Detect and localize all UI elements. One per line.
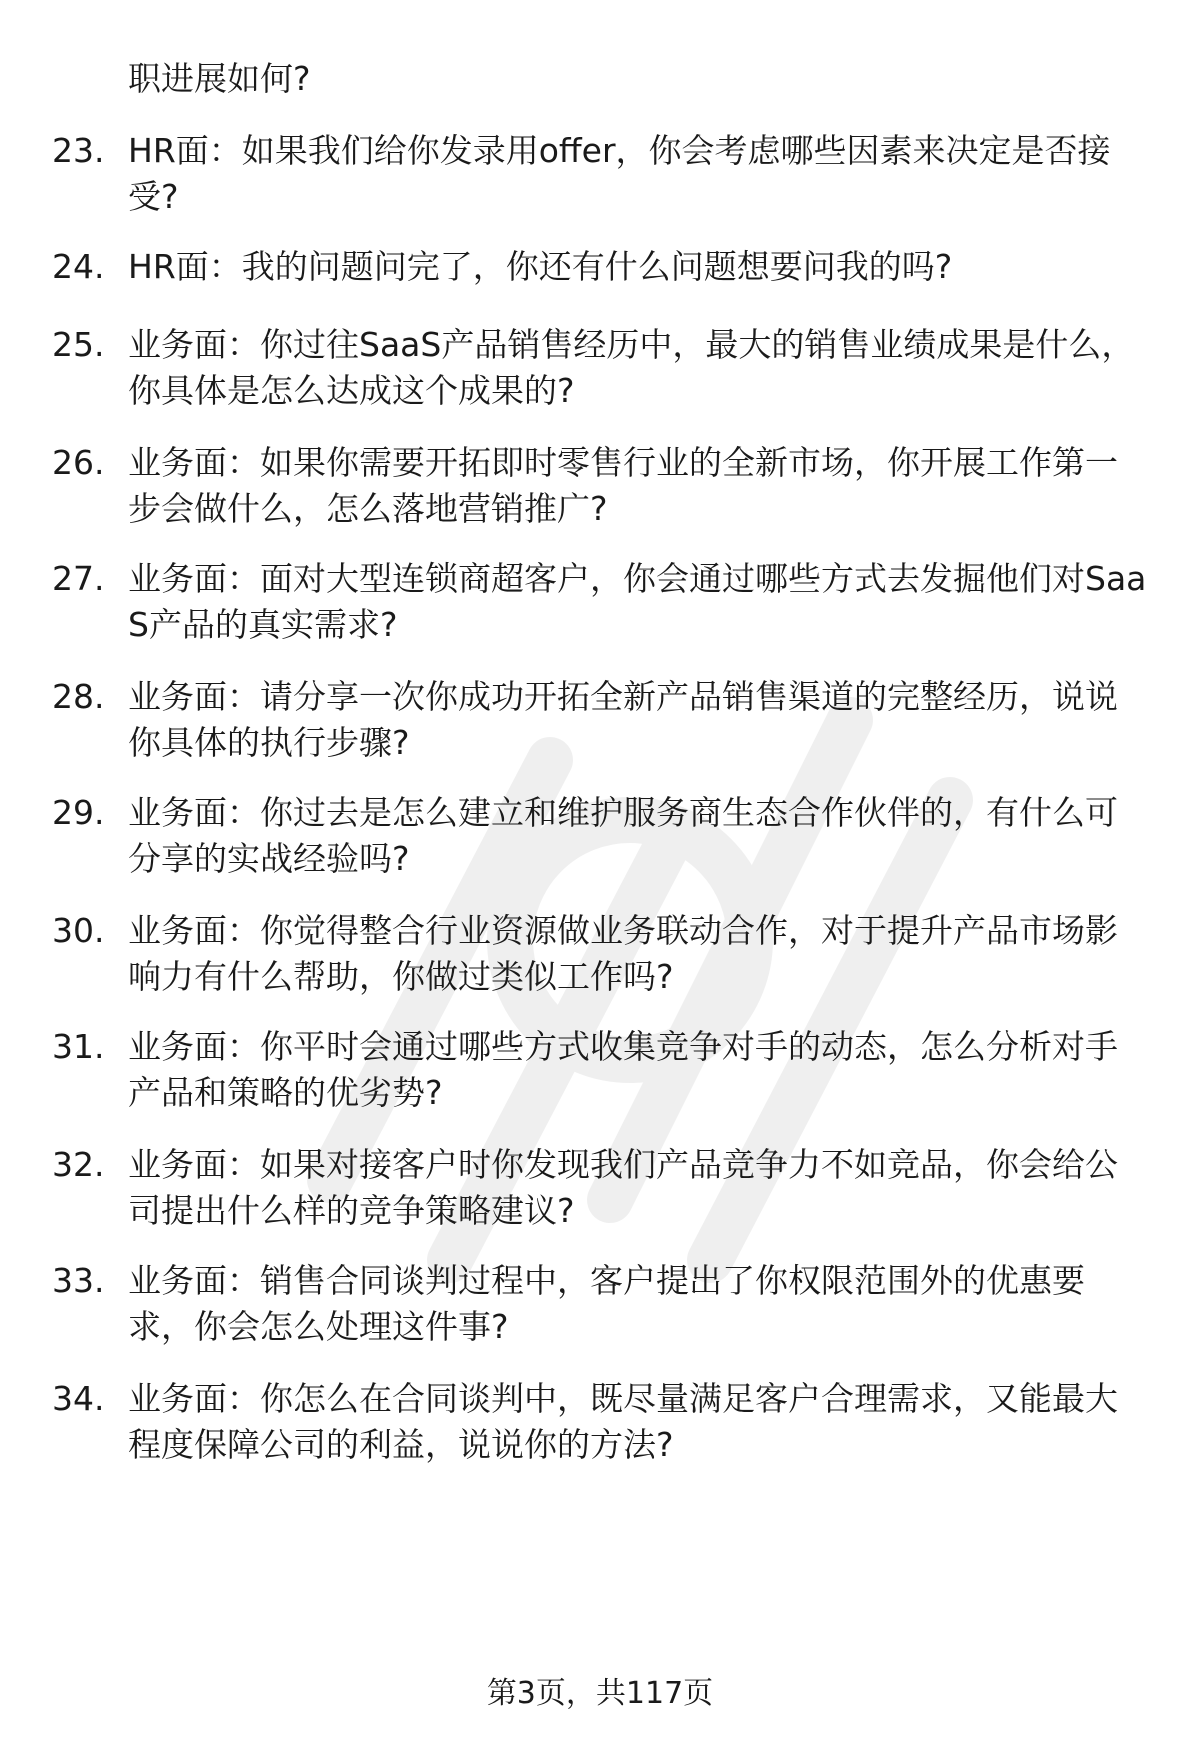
question-number: 25. (52, 325, 105, 364)
question-number: 24. (52, 247, 105, 286)
question-text: 业务面：如果对接客户时你发现我们产品竞争力不如竞品，你会给公司提出什么样的竞争策略建议? (128, 1145, 1118, 1230)
question-number: 33. (52, 1261, 105, 1300)
question-number: 32. (52, 1145, 105, 1184)
question-number: 27. (52, 559, 105, 598)
question-text: 业务面：你平时会通过哪些方式收集竞争对手的动态，怎么分析对手产品和策略的优劣势? (128, 1027, 1118, 1112)
question-text: 业务面：面对大型连锁商超客户，你会通过哪些方式去发掘他们对SaaS产品的真实需求? (128, 559, 1147, 644)
question-number: 31. (52, 1027, 105, 1066)
question-text: 业务面：如果你需要开拓即时零售行业的全新市场，你开展工作第一步会做什么，怎么落地营销推广? (128, 443, 1118, 528)
question-text: 业务面：销售合同谈判过程中，客户提出了你权限范围外的优惠要求，你会怎么处理这件事? (128, 1261, 1085, 1346)
question-text: 业务面：你过去是怎么建立和维护服务商生态合作伙伴的，有什么可分享的实战经验吗? (128, 793, 1118, 878)
page-footer: 第3页，共117页 (486, 1676, 714, 1711)
question-number: 28. (52, 677, 105, 716)
question-number: 30. (52, 911, 105, 950)
question-text: HR面：如果我们给你发录用offer，你会考虑哪些因素来决定是否接受? (128, 131, 1111, 216)
question-text: 业务面：你觉得整合行业资源做业务联动合作，对于提升产品市场影响力有什么帮助，你做过类似工作吗? (128, 911, 1118, 996)
question-text: 业务面：你过往SaaS产品销售经历中，最大的销售业绩成果是什么，你具体是怎么达成这个成果的? (128, 325, 1135, 410)
question-number: 29. (52, 793, 105, 832)
question-number: 26. (52, 443, 105, 482)
question-number: 34. (52, 1379, 105, 1418)
question-text: 业务面：请分享一次你成功开拓全新产品销售渠道的完整经历，说说你具体的执行步骤? (128, 677, 1118, 762)
continuation-text: 职进展如何? (128, 59, 311, 98)
question-text: HR面：我的问题问完了，你还有什么问题想要问我的吗? (128, 247, 953, 286)
question-number: 23. (52, 131, 105, 170)
question-text: 业务面：你怎么在合同谈判中，既尽量满足客户合理需求，又能最大程度保障公司的利益，说说你的方法? (128, 1379, 1118, 1464)
